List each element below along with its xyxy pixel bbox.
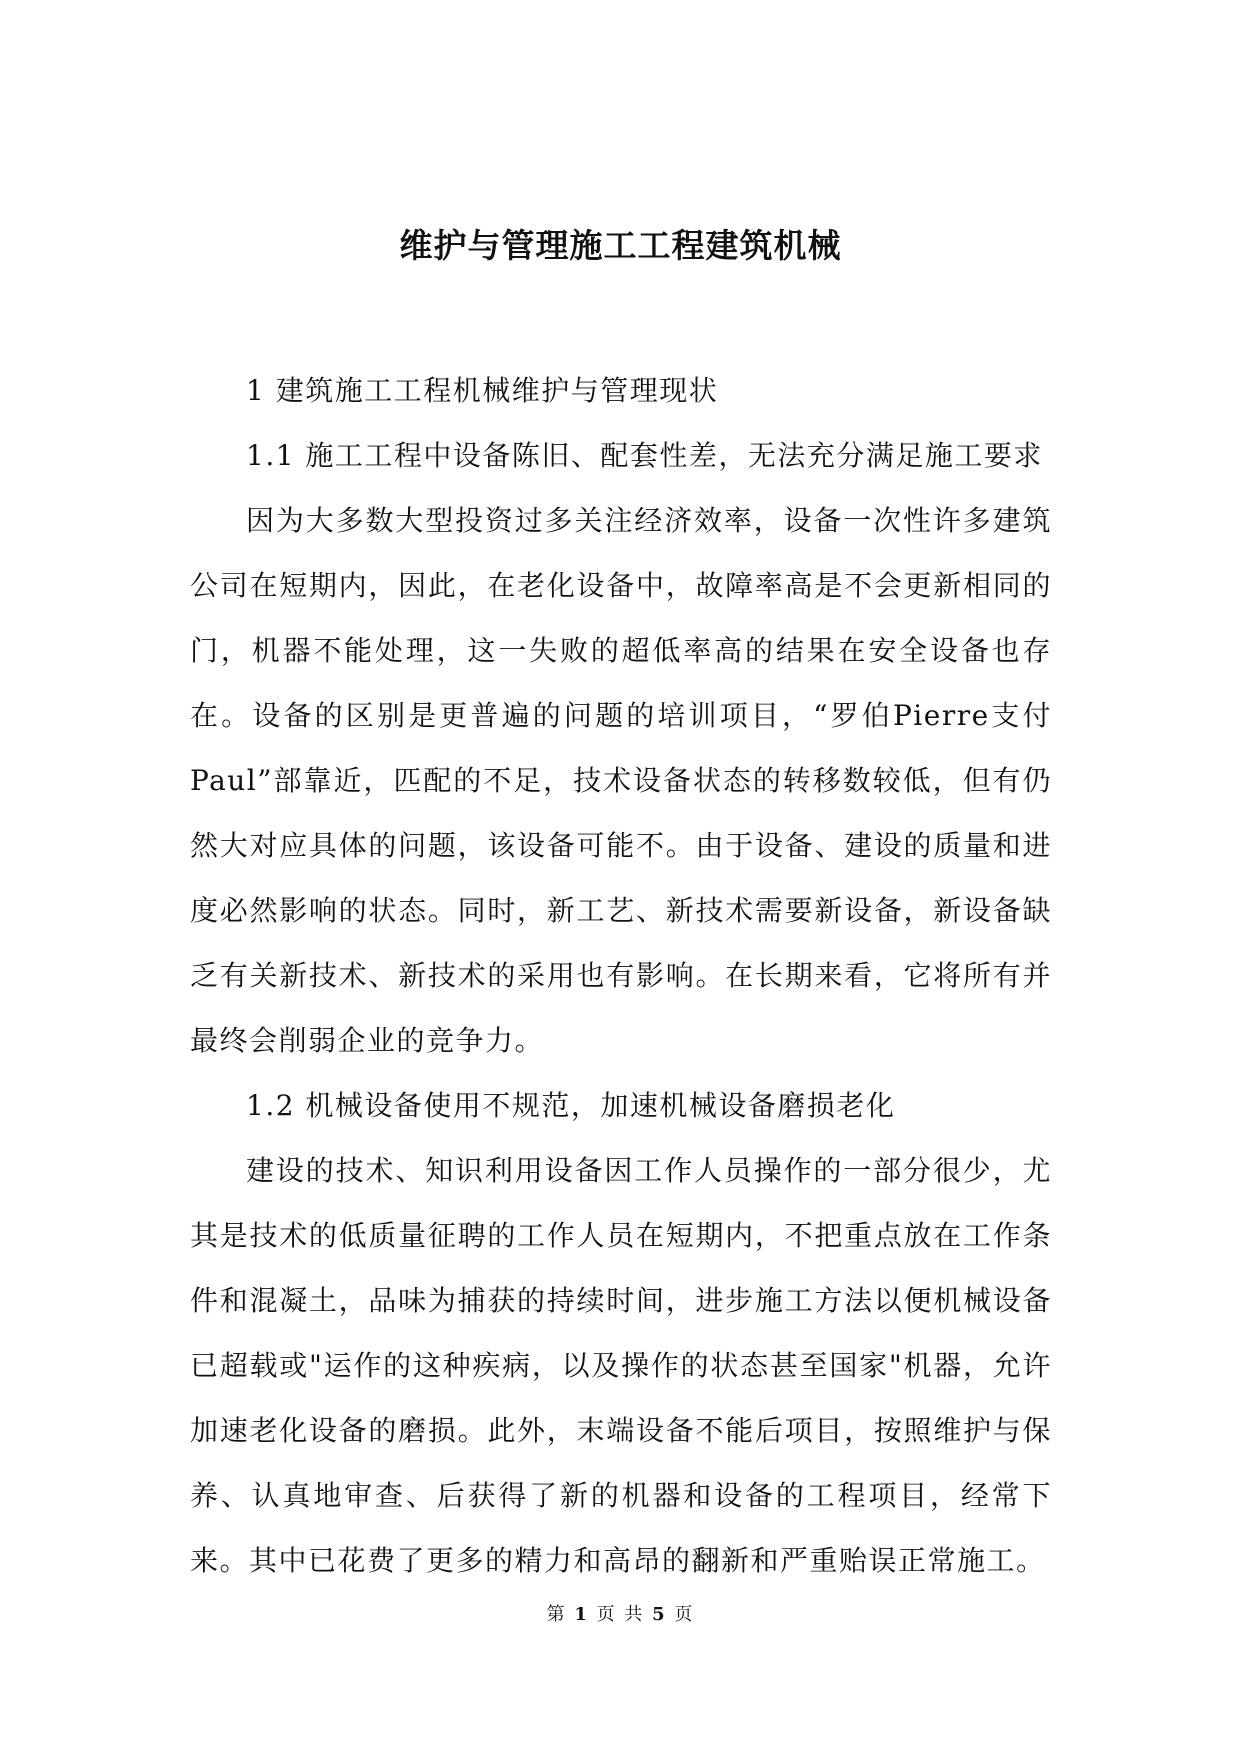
page-number: 1: [574, 1604, 589, 1625]
footer-middle: 页 共: [596, 1604, 645, 1625]
subsection-heading: 1.1 施工工程中设备陈旧、配套性差，无法充分满足施工要求: [246, 439, 1043, 472]
body-paragraph: 建设的技术、知识利用设备因工作人员操作的一部分很少，尤其是技术的低质量征聘的工作人员在短期内，不把重点放在工作条件和混凝土，品味为捕获的持续时间，进步施工方法以便机械设备已超载或"运作的这种疾病，以及操作的状态甚至国家"机器，允许加速老化设备的磨损。此外，末端设备不能后项目，按照维护与保养、认真地审查、后获得了新的机器和设备的工程项目，经常下来。其中已花费了更多的精力和高昂的翻新和严重贻误正常施工。: [190, 1154, 1052, 1577]
footer-suffix: 页: [674, 1604, 695, 1625]
subsection-heading: 1.2 机械设备使用不规范，加速机械设备磨损老化: [246, 1089, 896, 1122]
total-pages: 5: [652, 1604, 667, 1625]
document-title: 维护与管理施工工程建筑机械: [399, 226, 842, 265]
body-paragraph: 因为大多数大型投资过多关注经济效率，设备一次性许多建筑公司在短期内，因此，在老化设备中，故障率高是不会更新相同的门，机器不能处理，这一失败的超低率高的结果在安全设备也存在。设备的区别是更普遍的问题的培训项目，“罗伯Pierre支付Paul”部靠近，匹配的不足，技术设备状态的转移数较低，但有仍然大对应具体的问题，该设备可能不。由于设备、建设的质量和进度必然影响的状态。同时，新工艺、新技术需要新设备，新设备缺乏有关新技术、新技术的采用也有影响。在长期来看，它将所有并最终会削弱企业的竞争力。: [190, 504, 1052, 1057]
footer-prefix: 第: [546, 1604, 567, 1625]
section-heading: 1 建筑施工工程机械维护与管理现状: [246, 374, 719, 407]
page-footer: [0, 1603, 1241, 1627]
document-body: [190, 358, 1052, 1593]
